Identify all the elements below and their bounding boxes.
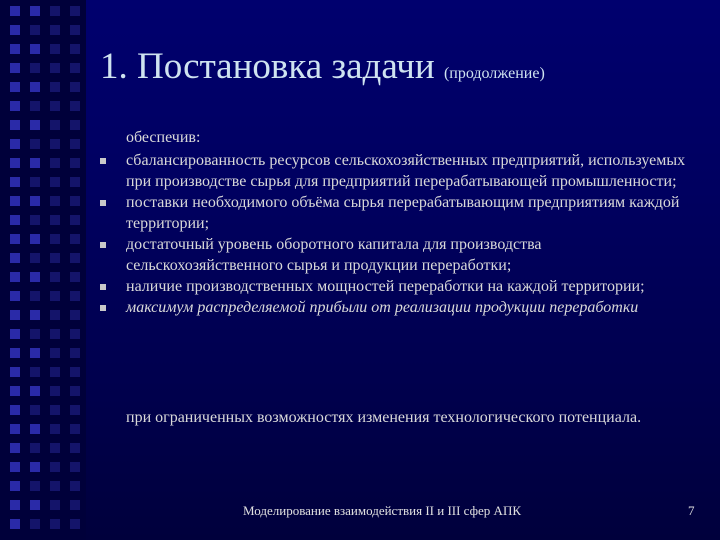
decorative-square bbox=[70, 63, 80, 73]
decorative-square bbox=[70, 348, 80, 358]
decorative-square bbox=[50, 405, 60, 415]
decorative-square bbox=[10, 272, 20, 282]
decorative-square bbox=[50, 500, 60, 510]
decorative-square bbox=[70, 158, 80, 168]
decorative-square bbox=[50, 177, 60, 187]
decorative-square bbox=[30, 44, 40, 54]
decorative-square bbox=[10, 82, 20, 92]
decorative-square bbox=[70, 25, 80, 35]
decorative-square bbox=[30, 196, 40, 206]
decorative-square bbox=[10, 177, 20, 187]
decorative-square bbox=[50, 63, 60, 73]
decorative-square bbox=[50, 6, 60, 16]
decorative-square bbox=[10, 253, 20, 263]
decorative-square bbox=[70, 443, 80, 453]
decorative-square bbox=[10, 462, 20, 472]
decorative-square bbox=[30, 158, 40, 168]
decorative-square bbox=[70, 519, 80, 529]
decorative-square bbox=[10, 6, 20, 16]
decorative-square bbox=[70, 500, 80, 510]
decorative-square bbox=[50, 367, 60, 377]
bullet-item bbox=[100, 192, 700, 234]
decorative-square bbox=[30, 25, 40, 35]
decorative-square bbox=[10, 101, 20, 111]
title-main: 1. Постановка задачи bbox=[100, 46, 435, 87]
decorative-square bbox=[70, 386, 80, 396]
decorative-square bbox=[50, 196, 60, 206]
decorative-square bbox=[30, 462, 40, 472]
bullet-item bbox=[100, 234, 700, 276]
decorative-square bbox=[30, 291, 40, 301]
bullet-text: поставки необходимого объёма сырья перерабатывающим предприятиям каждой территории; bbox=[126, 194, 680, 232]
decorative-square bbox=[10, 291, 20, 301]
decorative-square bbox=[10, 44, 20, 54]
decorative-square bbox=[30, 82, 40, 92]
decorative-square bbox=[50, 82, 60, 92]
decorative-square bbox=[30, 519, 40, 529]
decorative-square bbox=[70, 291, 80, 301]
decorative-square bbox=[70, 101, 80, 111]
square-bullet-icon bbox=[100, 305, 106, 311]
decorative-square bbox=[70, 310, 80, 320]
decorative-square bbox=[30, 329, 40, 339]
decorative-square bbox=[50, 139, 60, 149]
decorative-square bbox=[30, 177, 40, 187]
decorative-square bbox=[30, 139, 40, 149]
decorative-square bbox=[50, 519, 60, 529]
decorative-square bbox=[50, 101, 60, 111]
square-bullet-icon bbox=[100, 284, 106, 290]
decorative-square bbox=[10, 367, 20, 377]
decorative-square bbox=[70, 215, 80, 225]
decorative-square bbox=[10, 120, 20, 130]
decorative-square bbox=[10, 158, 20, 168]
decorative-square bbox=[70, 253, 80, 263]
decorative-square bbox=[10, 443, 20, 453]
decorative-square bbox=[10, 215, 20, 225]
decorative-square bbox=[10, 481, 20, 491]
decorative-square bbox=[70, 329, 80, 339]
decorative-square bbox=[30, 253, 40, 263]
decorative-square bbox=[30, 215, 40, 225]
decorative-square bbox=[30, 481, 40, 491]
decorative-square bbox=[10, 348, 20, 358]
decorative-square bbox=[30, 500, 40, 510]
decorative-square bbox=[70, 139, 80, 149]
decorative-square bbox=[50, 234, 60, 244]
bullet-item bbox=[100, 276, 700, 297]
decorative-square bbox=[70, 6, 80, 16]
decorative-square bbox=[30, 63, 40, 73]
decorative-square bbox=[30, 6, 40, 16]
decorative-square bbox=[10, 234, 20, 244]
decorative-square bbox=[10, 424, 20, 434]
decorative-square bbox=[10, 139, 20, 149]
decorative-square bbox=[10, 25, 20, 35]
square-bullet-icon bbox=[100, 242, 106, 248]
decorative-square bbox=[50, 386, 60, 396]
decorative-square bbox=[10, 329, 20, 339]
decorative-square bbox=[70, 120, 80, 130]
decorative-square bbox=[30, 348, 40, 358]
decorative-square bbox=[70, 234, 80, 244]
decorative-square bbox=[70, 405, 80, 415]
outro-text: при ограниченных возможностях изменения технологического потенциала. bbox=[126, 409, 642, 426]
bullet-text: наличие производственных мощностей переработки на каждой территории; bbox=[126, 278, 645, 295]
decorative-square bbox=[30, 120, 40, 130]
bullet-list bbox=[100, 150, 700, 318]
decorative-square bbox=[70, 177, 80, 187]
decorative-square bbox=[30, 367, 40, 377]
decorative-square bbox=[50, 424, 60, 434]
decorative-square bbox=[50, 443, 60, 453]
decorative-square bbox=[50, 120, 60, 130]
decorative-square bbox=[30, 424, 40, 434]
decorative-square-strip bbox=[0, 0, 86, 540]
decorative-square bbox=[50, 348, 60, 358]
title-subtitle: (продолжение) bbox=[443, 65, 545, 82]
decorative-square bbox=[50, 25, 60, 35]
decorative-square bbox=[50, 310, 60, 320]
bullet-text: достаточный уровень оборотного капитала для производства сельскохозяйственного сырья и продукции переработки; bbox=[126, 236, 542, 274]
decorative-square bbox=[70, 44, 80, 54]
decorative-square bbox=[10, 405, 20, 415]
decorative-square bbox=[10, 519, 20, 529]
decorative-square bbox=[70, 272, 80, 282]
bullet-item bbox=[100, 150, 700, 192]
bullet-text: сбалансированность ресурсов сельскохозяйственных предприятий, используемых при производстве сырья для предприятий перерабатывающей промышленности; bbox=[126, 152, 686, 190]
decorative-square bbox=[50, 291, 60, 301]
decorative-square bbox=[50, 481, 60, 491]
decorative-square bbox=[30, 386, 40, 396]
decorative-square bbox=[50, 253, 60, 263]
decorative-square bbox=[30, 405, 40, 415]
decorative-square bbox=[30, 272, 40, 282]
page-number: 7 bbox=[688, 503, 695, 518]
decorative-square bbox=[30, 234, 40, 244]
decorative-square bbox=[10, 63, 20, 73]
decorative-square bbox=[10, 310, 20, 320]
bullet-text: максимум распределяемой прибыли от реализации продукции переработки bbox=[126, 299, 639, 316]
decorative-square bbox=[70, 196, 80, 206]
decorative-square bbox=[50, 44, 60, 54]
decorative-square bbox=[50, 329, 60, 339]
footer-text: Моделирование взаимодействия II и III сфер АПК bbox=[243, 503, 522, 518]
decorative-square bbox=[10, 386, 20, 396]
decorative-square bbox=[30, 101, 40, 111]
decorative-square bbox=[50, 158, 60, 168]
decorative-square bbox=[50, 215, 60, 225]
decorative-square bbox=[30, 310, 40, 320]
decorative-square bbox=[10, 196, 20, 206]
decorative-square bbox=[50, 462, 60, 472]
decorative-square bbox=[70, 367, 80, 377]
decorative-square bbox=[30, 443, 40, 453]
square-bullet-icon bbox=[100, 158, 106, 164]
slide-title bbox=[100, 44, 545, 97]
intro-text: обеспечив: bbox=[126, 129, 201, 146]
decorative-square bbox=[70, 424, 80, 434]
decorative-square bbox=[70, 82, 80, 92]
decorative-square bbox=[70, 462, 80, 472]
bullet-item bbox=[100, 297, 700, 318]
decorative-square bbox=[70, 481, 80, 491]
decorative-square bbox=[10, 500, 20, 510]
decorative-square bbox=[50, 272, 60, 282]
square-bullet-icon bbox=[100, 200, 106, 206]
